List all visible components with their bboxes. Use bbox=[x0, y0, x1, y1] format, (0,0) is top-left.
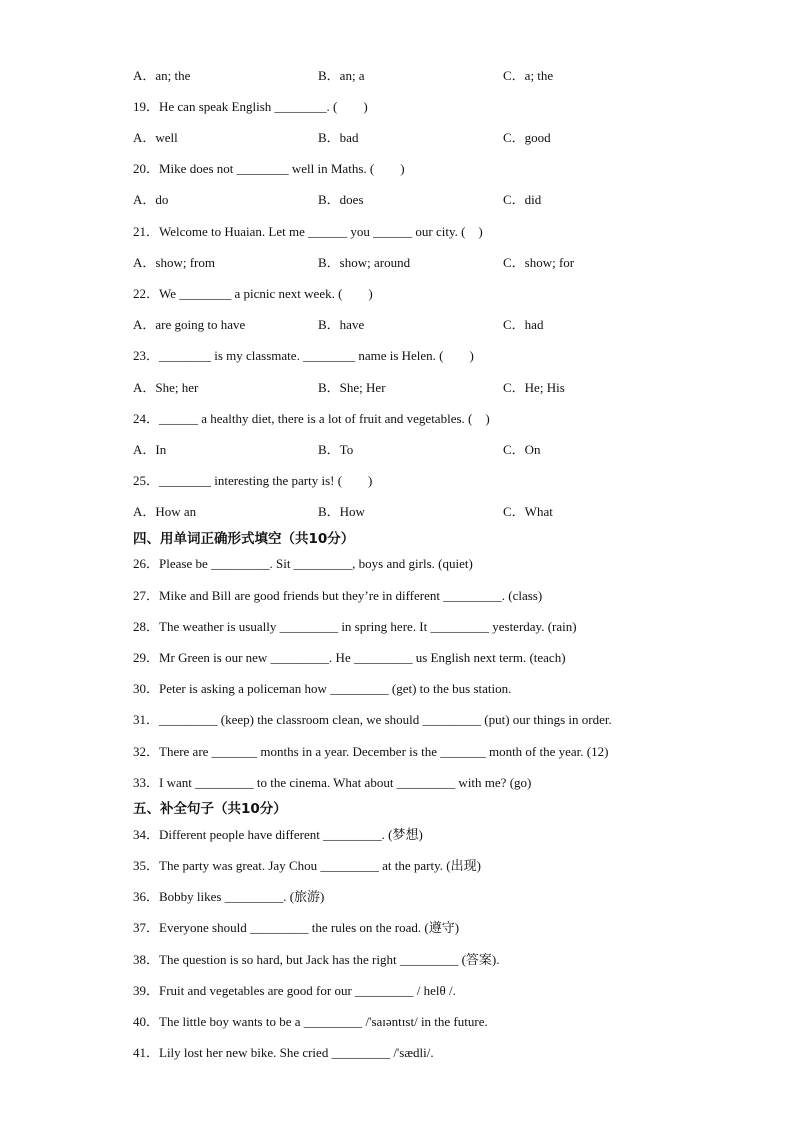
q25-option-b: B．How bbox=[318, 504, 365, 519]
section-5-heading: 五、补全句子（共10分） bbox=[133, 801, 287, 817]
q21-option-c: C．show; for bbox=[503, 255, 575, 270]
question-31: 31．_________ (keep) the classroom clean, we should _________ (put) our things in order. bbox=[133, 712, 612, 727]
question-34: 34．Different people have different _________. (梦想) bbox=[133, 827, 423, 842]
q21-option-a: A．show; from bbox=[133, 255, 215, 270]
q21-option-b: B．show; around bbox=[318, 255, 411, 270]
q24-option-a: A．In bbox=[133, 442, 167, 457]
q18-option-a: A．an; the bbox=[133, 68, 191, 83]
question-28: 28．The weather is usually _________ in spring here. It _________ yesterday. (rain) bbox=[133, 619, 577, 634]
q23-option-a: A．She; her bbox=[133, 380, 199, 395]
question-38: 38．The question is so hard, but Jack has the right _________ (答案). bbox=[133, 952, 500, 967]
question-36: 36．Bobby likes _________. (旅游) bbox=[133, 889, 325, 904]
question-33: 33．I want _________ to the cinema. What about _________ with me? (go) bbox=[133, 775, 532, 790]
question-22: 22．We ________ a picnic next week. ( ) bbox=[133, 286, 373, 301]
question-27: 27．Mike and Bill are good friends but they’re in different _________. (class) bbox=[133, 588, 543, 603]
question-37: 37．Everyone should _________ the rules on the road. (遵守) bbox=[133, 920, 460, 935]
question-19: 19．He can speak English ________. ( ) bbox=[133, 99, 368, 114]
q19-option-c: C．good bbox=[503, 130, 551, 145]
q25-option-c: C．What bbox=[503, 504, 553, 519]
question-30: 30．Peter is asking a policeman how _________ (get) to the bus station. bbox=[133, 681, 512, 696]
question-41: 41．Lily lost her new bike. She cried _________ /'sædli/. bbox=[133, 1045, 434, 1060]
q20-option-b: B．does bbox=[318, 192, 364, 207]
question-40: 40．The little boy wants to be a _________ /'saɪəntɪst/ in the future. bbox=[133, 1014, 488, 1029]
q19-option-a: A．well bbox=[133, 130, 178, 145]
question-26: 26．Please be _________. Sit _________, boys and girls. (quiet) bbox=[133, 556, 473, 571]
q22-option-a: A．are going to have bbox=[133, 317, 246, 332]
section-4-heading: 四、用单词正确形式填空（共10分） bbox=[133, 531, 355, 547]
question-39: 39．Fruit and vegetables are good for our _________ / helθ /. bbox=[133, 983, 456, 998]
q18-option-b: B．an; a bbox=[318, 68, 365, 83]
q19-option-b: B．bad bbox=[318, 130, 359, 145]
q22-option-c: C．had bbox=[503, 317, 544, 332]
q23-option-c: C．He; His bbox=[503, 380, 565, 395]
question-25: 25．________ interesting the party is! ( ) bbox=[133, 473, 373, 488]
question-35: 35．The party was great. Jay Chou _________ at the party. (出现) bbox=[133, 858, 481, 873]
q22-option-b: B．have bbox=[318, 317, 365, 332]
question-24: 24．______ a healthy diet, there is a lot of fruit and vegetables. ( ) bbox=[133, 411, 490, 426]
q20-option-a: A．do bbox=[133, 192, 169, 207]
q24-option-b: B．To bbox=[318, 442, 354, 457]
question-29: 29．Mr Green is our new _________. He _________ us English next term. (teach) bbox=[133, 650, 566, 665]
q25-option-a: A．How an bbox=[133, 504, 197, 519]
question-21: 21．Welcome to Huaian. Let me ______ you ______ our city. ( ) bbox=[133, 224, 483, 239]
question-32: 32．There are _______ months in a year. December is the _______ month of the year. (12) bbox=[133, 744, 609, 759]
q23-option-b: B．She; Her bbox=[318, 380, 386, 395]
q24-option-c: C．On bbox=[503, 442, 541, 457]
q20-option-c: C．did bbox=[503, 192, 542, 207]
q18-option-c: C．a; the bbox=[503, 68, 554, 83]
question-23: 23．________ is my classmate. ________ name is Helen. ( ) bbox=[133, 348, 474, 363]
question-20: 20．Mike does not ________ well in Maths. ( ) bbox=[133, 161, 405, 176]
